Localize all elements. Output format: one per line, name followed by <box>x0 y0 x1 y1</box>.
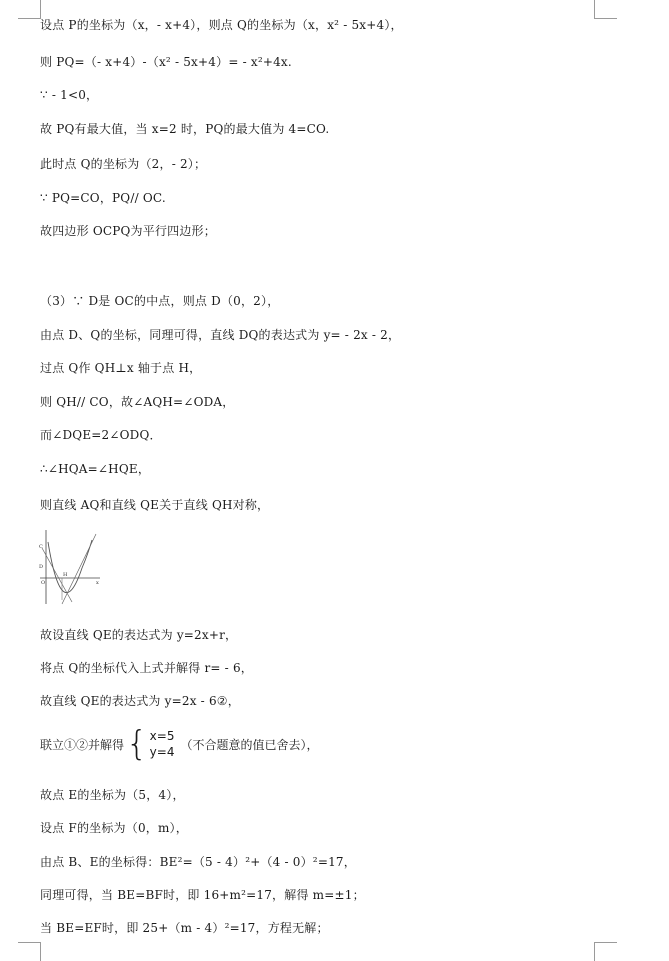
label-x: x <box>96 580 99 586</box>
text-line-12: 而∠DQE=2∠ODQ． <box>40 428 162 442</box>
text-line-2: 则 PQ=（- x+4）-（x² - 5x+4）= - x²+4x. <box>40 55 292 69</box>
system-eq-y: y=4 <box>149 745 175 759</box>
page-corner-bottom-right <box>594 942 617 961</box>
text-line-10: 过点 Q作 QH⊥x 轴于点 H， <box>40 361 202 375</box>
text-line-17: 故直线 QE的表达式为 y=2x - 6②， <box>40 694 240 708</box>
label-c: C <box>39 544 43 550</box>
label-h: H <box>63 572 68 578</box>
text-line-9: 由点 D、Q的坐标，同理可得，直线 DQ的表达式为 y= - 2x - 2， <box>40 328 401 342</box>
label-o: O <box>41 580 46 586</box>
text-line-15: 故设直线 QE的表达式为 y=2x+r， <box>40 628 238 642</box>
text-line-19: 设点 F的坐标为（0，m）， <box>40 821 188 835</box>
page-corner-top-right <box>594 0 617 19</box>
text-line-3: ∵ - 1<0， <box>40 88 99 102</box>
line-ad <box>42 548 72 602</box>
text-line-18: 故点 E的坐标为（5，4）， <box>40 788 185 802</box>
text-line-11: 则 QH// CO，故∠AQH=∠ODA， <box>40 395 235 409</box>
text-line-6: ∵ PQ=CO，PQ// OC. <box>40 191 166 205</box>
label-d: D <box>39 564 44 570</box>
text-line-5: 此时点 Q的坐标为（2，- 2）； <box>40 157 207 171</box>
text-line-16: 将点 Q的坐标代入上式并解得 r= - 6， <box>40 661 253 675</box>
system-prefix: 联立①②并解得 <box>40 737 125 752</box>
system-suffix: （不合题意的值已舍去）， <box>180 737 319 752</box>
text-line-21: 同理可得，当 BE=BF时，即 16+m²=17，解得 m=±1； <box>40 888 365 902</box>
text-line-8: （3）∵ D是 OC的中点，则点 D（0，2）， <box>40 294 280 308</box>
text-line-14: 则直线 AQ和直线 QE关于直线 QH对称， <box>40 498 270 512</box>
text-line-4: 故 PQ有最大值，当 x=2 时，PQ的最大值为 4=CO. <box>40 122 330 136</box>
equation-system-line <box>40 724 318 764</box>
text-line-20: 由点 B、E的坐标得：BE²=（5 - 4）²+（4 - 0）²=17， <box>40 855 356 869</box>
left-brace: { <box>126 724 148 764</box>
line-qe <box>62 534 96 604</box>
page-corner-top-left <box>18 0 41 19</box>
text-line-22: 当 BE=EF时，即 25+（m - 4）²=17，方程无解； <box>40 921 329 935</box>
page-corner-bottom-left <box>18 942 41 961</box>
system-equations <box>150 728 175 760</box>
text-line-7: 故四边形 OCPQ为平行四边形； <box>40 224 216 238</box>
parabola-figure <box>38 528 102 606</box>
system-eq-x: x=5 <box>149 729 175 743</box>
text-line-1: 设点 P的坐标为（x，- x+4），则点 Q的坐标为（x，x² - 5x+4）， <box>40 18 403 32</box>
parabola-curve <box>48 540 92 593</box>
text-line-13: ∴∠HQA=∠HQE， <box>40 462 151 476</box>
